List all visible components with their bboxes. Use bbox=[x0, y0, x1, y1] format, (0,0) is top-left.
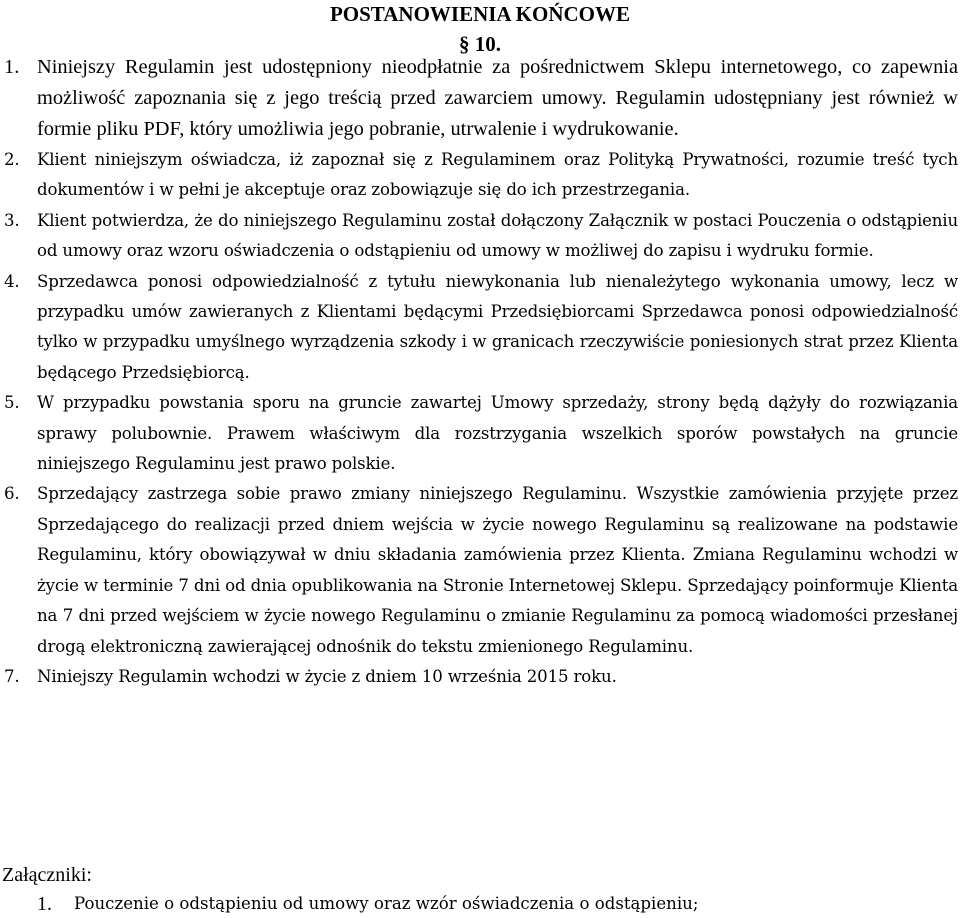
attachment-item bbox=[0, 890, 698, 918]
clause-1 bbox=[0, 52, 958, 145]
clause-text: W przypadku powstania sporu na gruncie zawartej Umowy sprzedaży, strony będą dążyły do rozwiązania sprawy polubownie. Prawem właściwym dla rozstrzygania wszelkich sporów powstałych na gruncie niniejszego Regulaminu jest prawo polskie. bbox=[37, 393, 958, 474]
clause-text: Niniejszy Regulamin jest udostępniony nieodpłatnie za pośrednictwem Sklepu internetowego, co zapewnia możliwość zapoznania się z jego treścią przed zawarciem umowy. Regulamin udostępniany jest również w formie pliku PDF, który umożliwia jego pobranie, utrwalenie i wydrukowanie. bbox=[37, 56, 958, 140]
clause-number: 4. bbox=[4, 271, 20, 291]
clause-6 bbox=[0, 479, 958, 661]
clause-number: 2. bbox=[4, 150, 20, 169]
clause-text: Sprzedający zastrzega sobie prawo zmiany niniejszego Regulaminu. Wszystkie zamówienia przyjęte przez Sprzedającego do realizacji przed dniem wejścia w życie nowego Regulaminu są realizowane na podstawie Regulaminu, który obowiązywał w dniu składania zamówienia przez Klienta. Zmiana Regulaminu wchodzi w życie w terminie 7 dni od dnia opublikowania na Stronie Internetowej Sklepu. Sprzedający poinformuje Klienta na 7 dni przed wejściem w życie nowego Regulaminu o zmianie Regulaminu za pomocą wiadomości przesłanej drogą elektroniczną zawierającej odnośnik do tekstu zmienionego Regulaminu. bbox=[37, 484, 958, 656]
clause-text: Niniejszy Regulamin wchodzi w życie z dniem 10 września 2015 roku. bbox=[37, 666, 617, 686]
attachment-text: Pouczenie o odstąpieniu od umowy oraz wzór oświadczenia o odstąpieniu; bbox=[74, 894, 699, 913]
clause-number: 3. bbox=[4, 210, 20, 230]
clause-number: 1. bbox=[4, 56, 20, 78]
clause-number: 6. bbox=[4, 484, 20, 504]
clause-5 bbox=[0, 388, 958, 479]
clause-4 bbox=[0, 267, 958, 389]
clause-7 bbox=[0, 662, 958, 692]
clauses-list bbox=[0, 52, 958, 692]
clause-number: 5. bbox=[4, 393, 20, 413]
clause-2 bbox=[0, 145, 958, 206]
section-title: POSTANOWIENIA KOŃCOWE bbox=[329, 2, 631, 26]
clause-3 bbox=[0, 206, 958, 267]
clause-text: Sprzedawca ponosi odpowiedzialność z tytułu niewykonania lub nienależytego wykonania umowy, lecz w przypadku umów zawieranych z Klientami będącymi Przedsiębiorcami Sprzedawca ponosi odpowiedzialność tylko w przypadku umyślnego wyrządzenia szkody i w granicach rzeczywiście poniesionych strat przez Klienta będącego Przedsiębiorcą. bbox=[37, 271, 958, 382]
clause-number: 7. bbox=[4, 666, 20, 686]
section-number: § 10. bbox=[459, 32, 501, 56]
clause-text: Klient niniejszym oświadcza, iż zapoznał się z Regulaminem oraz Polityką Prywatności, rozumie treść tych dokumentów i w pełni je akceptuje oraz zobowiązuje się do ich przestrzegania. bbox=[37, 150, 958, 200]
attachment-number: 1. bbox=[37, 893, 52, 915]
clause-text: Klient potwierdza, że do niniejszego Regulaminu został dołączony Załącznik w postaci Pouczenia o odstąpieniu od umowy oraz wzoru oświadczenia o odstąpieniu od umowy w możliwej do zapisu i wydruku formie. bbox=[37, 210, 958, 261]
attachments-list bbox=[0, 890, 698, 918]
attachments-label: Załączniki: bbox=[2, 864, 92, 886]
